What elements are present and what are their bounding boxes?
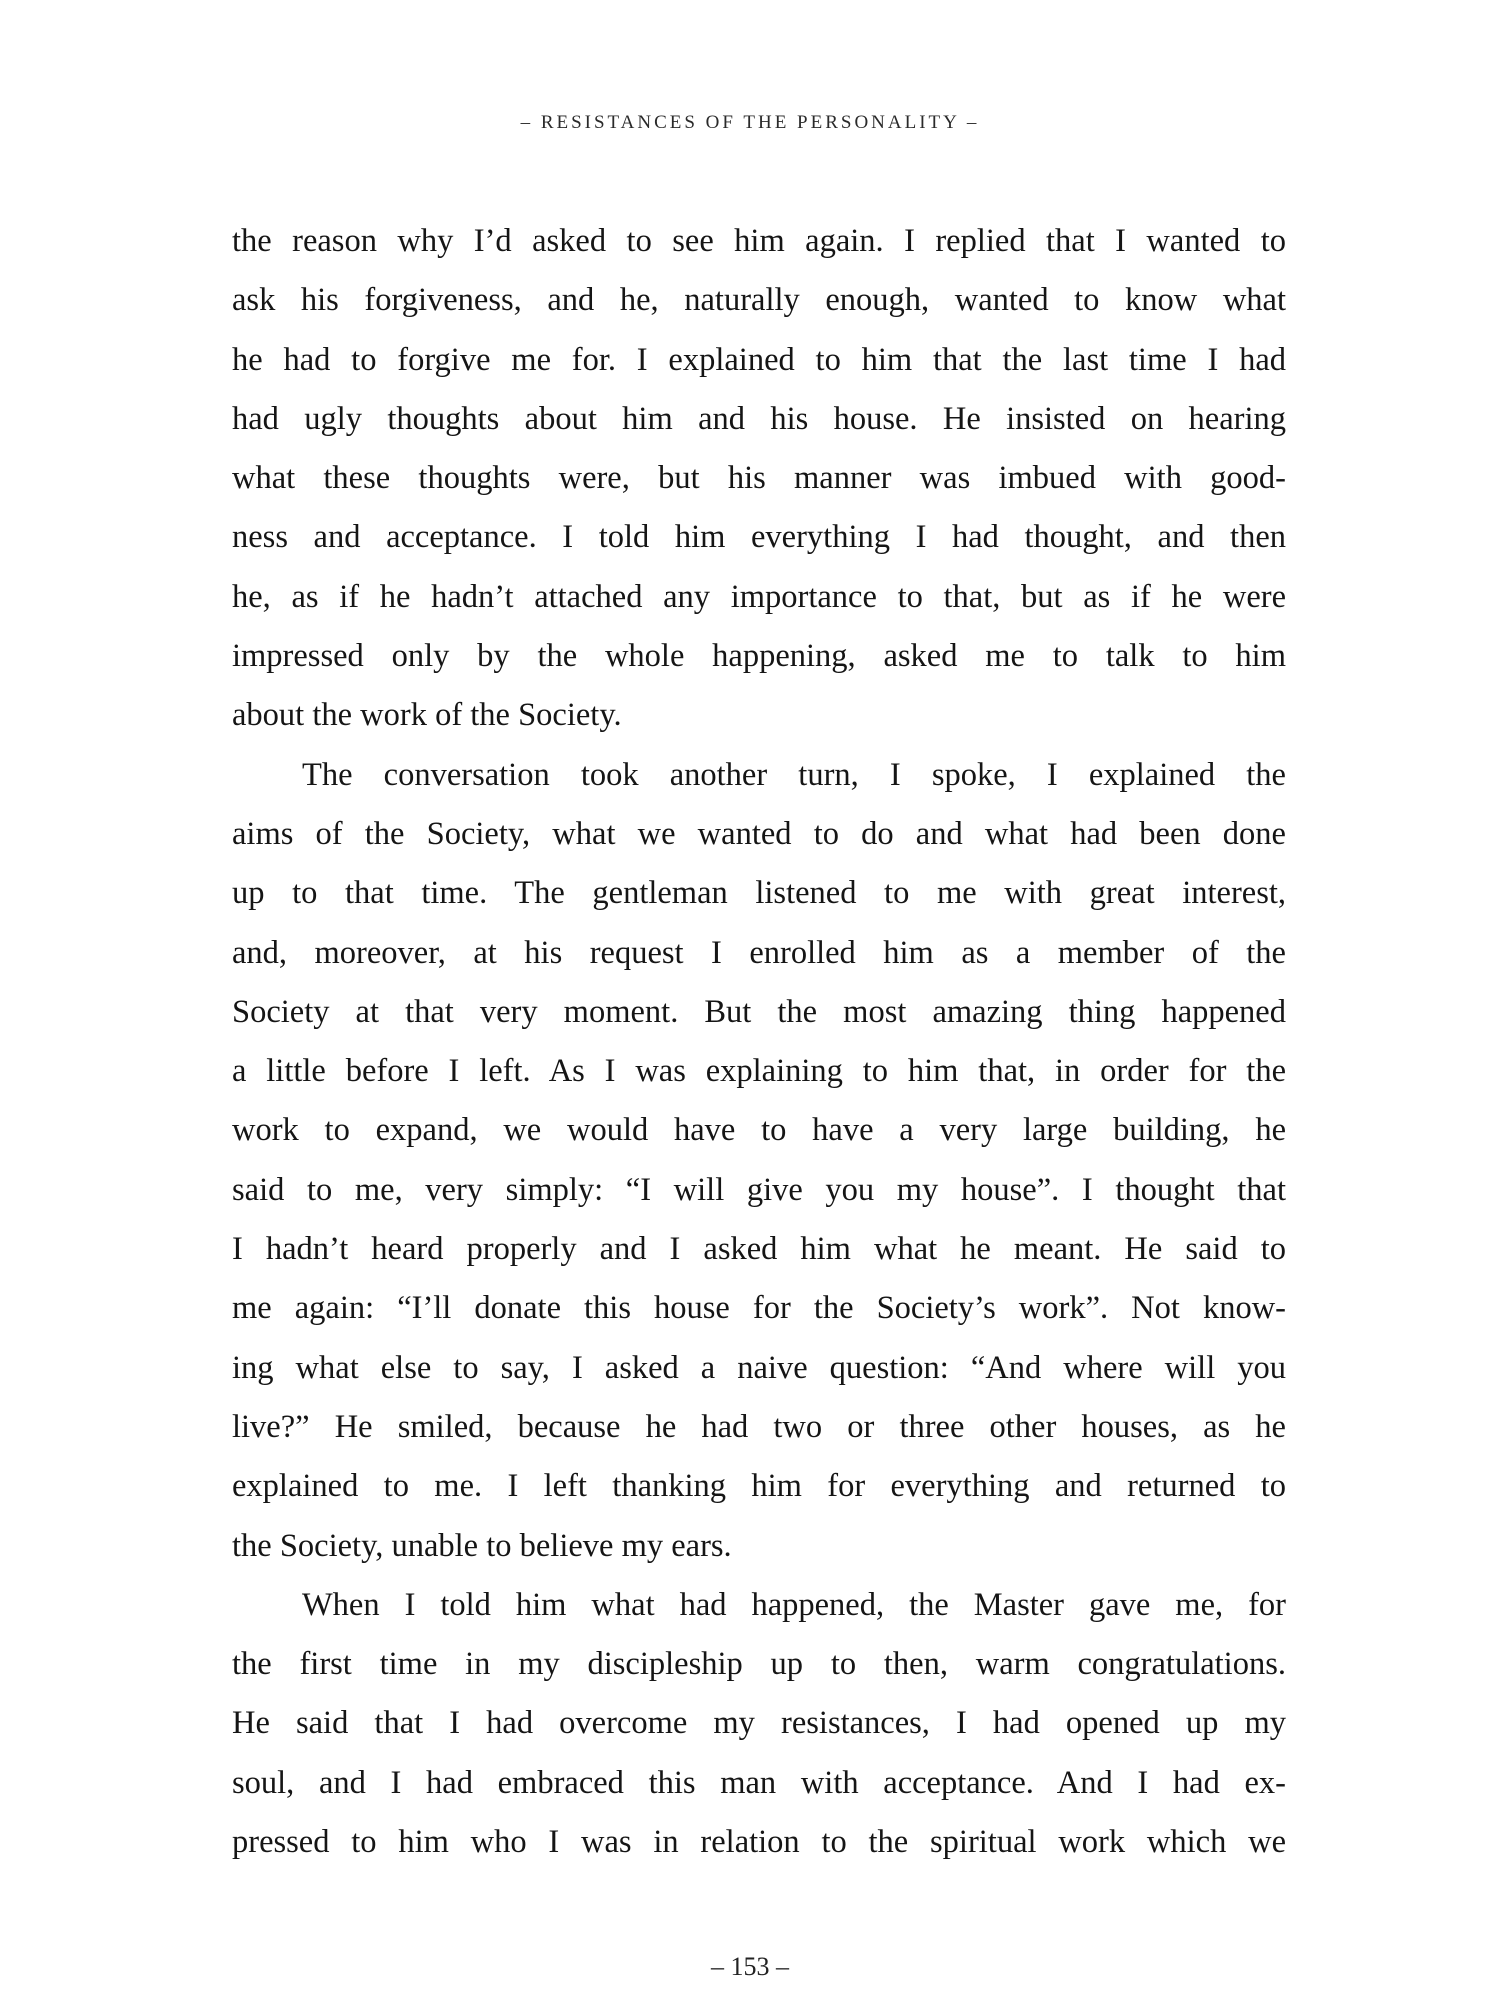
text-line: Society at that very moment. But the most amazing thing happened: [232, 993, 1286, 1030]
paragraph-3: [232, 1576, 1286, 1872]
text-line: The conversation took another turn, I spoke, I explained the: [302, 756, 1286, 793]
text-line: a little before I left. As I was explaining to him that, in order for the: [232, 1053, 1286, 1090]
text-line: said to me, very simply: “I will give you my house”. I thought that: [232, 1171, 1286, 1208]
text-line: ask his forgiveness, and he, naturally enough, wanted to know what: [232, 282, 1286, 319]
text-line: the first time in my discipleship up to then, warm congratulations.: [232, 1646, 1286, 1683]
paragraph-2: [232, 746, 1286, 1576]
text-line: the reason why I’d asked to see him again. I replied that I wanted to: [232, 223, 1286, 259]
page-number: – 153 –: [711, 1952, 789, 1981]
text-line: work to expand, we would have to have a very large building, he: [232, 1112, 1286, 1149]
body-text: [232, 212, 1286, 1872]
text-line: He said that I had overcome my resistances, I had opened up my: [232, 1705, 1286, 1742]
text-line: and, moreover, at his request I enrolled him as a member of the: [232, 934, 1286, 971]
text-line: what these thoughts were, but his manner was imbued with good-: [232, 460, 1286, 497]
text-line: ness and acceptance. I told him everything I had thought, and then: [232, 519, 1286, 556]
text-line: I hadn’t heard properly and I asked him what he meant. He said to: [232, 1231, 1286, 1268]
text-line: he, as if he hadn’t attached any importance to that, but as if he were: [232, 578, 1286, 615]
running-header: – RESISTANCES OF THE PERSONALITY –: [520, 112, 980, 133]
text-line: ing what else to say, I asked a naive question: “And where will you: [232, 1349, 1286, 1386]
text-line: the Society, unable to believe my ears.: [232, 1527, 732, 1564]
text-line: pressed to him who I was in relation to the spiritual work which we: [232, 1824, 1286, 1861]
text-line: he had to forgive me for. I explained to him that the last time I had: [232, 341, 1286, 378]
text-line: When I told him what had happened, the Master gave me, for: [302, 1586, 1286, 1623]
text-line: soul, and I had embraced this man with acceptance. And I had ex-: [232, 1764, 1286, 1801]
text-line: had ugly thoughts about him and his house. He insisted on hearing: [232, 400, 1286, 437]
paragraph-1: [232, 212, 1286, 746]
text-line: up to that time. The gentleman listened to me with great interest,: [232, 875, 1286, 912]
text-line: aims of the Society, what we wanted to do and what had been done: [232, 815, 1286, 852]
text-line: live?” He smiled, because he had two or three other houses, as he: [232, 1408, 1286, 1445]
text-line: me again: “I’ll donate this house for the Society’s work”. Not know-: [232, 1290, 1286, 1327]
text-line: explained to me. I left thanking him for everything and returned to: [232, 1468, 1286, 1505]
text-line: impressed only by the whole happening, asked me to talk to him: [232, 638, 1286, 675]
text-line: about the work of the Society.: [232, 697, 622, 734]
